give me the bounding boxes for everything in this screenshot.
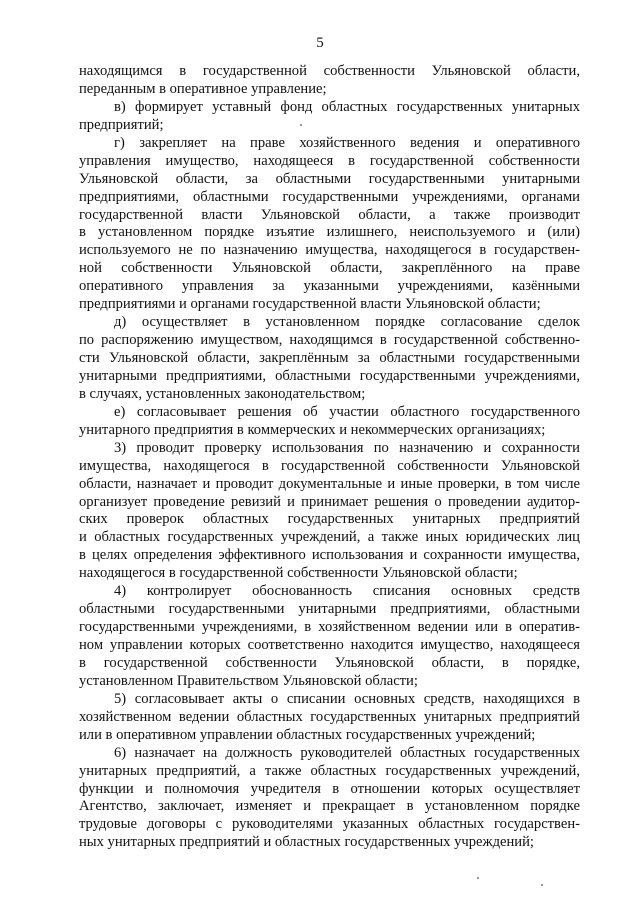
text-line: функции и полномочия учредителя в отношении которых осуществляет [79, 780, 580, 797]
text-line: оперативного управления за указанными учреждениями, казёнными [79, 278, 580, 295]
text-line: унитарного предприятия в коммерческих и некоммерческих организациях; [79, 421, 546, 438]
text-line: унитарных предприятий, а также областных государственных учреждений, [79, 762, 580, 779]
text-line: в целях определения эффективного использования и сохранности имущества, [79, 547, 580, 564]
text-line: ном управлении которых соответственно находится имущество, находящееся [79, 637, 580, 653]
text-line: по распоряжению имуществом, находящимся в государственной собственно- [79, 332, 580, 349]
text-line: 6) назначает на должность руководителей областных государственных [114, 744, 580, 761]
text-line: находящимся в государственной собственности Ульяновской области, [79, 63, 580, 79]
text-line: е) согласовывает решения об участии областного государственного [114, 403, 580, 420]
text-line: хозяйственном ведении областных государственных унитарных предприятий [79, 708, 580, 725]
text-line: областными государственными унитарными предприятиями, областными [79, 601, 580, 618]
text-line: и областных государственных учреждений, а также иных юридических лиц [79, 529, 580, 546]
scan-speck [477, 877, 479, 879]
text-line: имущества, находящегося в государственной собственности Ульяновской [79, 457, 580, 474]
text-line: ных унитарных предприятий и областных государственных учреждений; [79, 834, 534, 851]
text-line: переданным в оперативное управление; [79, 80, 327, 97]
text-line: в случаях, установленных законодательством; [79, 385, 366, 402]
text-line: г) закрепляет на праве хозяйственного ведения и оперативного [114, 134, 580, 151]
text-line: или в оперативном управлении областных государственных учреждений; [79, 726, 536, 743]
text-line: управления имущество, находящееся в государственной собственности [79, 152, 580, 169]
text-line: ских проверок областных государственных унитарных предприятий [79, 511, 580, 528]
text-line: организует проведение ревизий и принимает решения о проведении аудитор- [79, 493, 580, 510]
page-number: 5 [316, 35, 324, 51]
text-line: предприятиями и органами государственной власти Ульяновской области; [79, 296, 541, 313]
text-line: в) формирует уставный фонд областных государственных унитарных [114, 98, 580, 115]
scan-speck [300, 124, 302, 126]
text-line: трудовые договоры с руководителями указанных областных государствен- [79, 816, 580, 833]
text-line: сти Ульяновской области, закреплённым за областными государственными [79, 350, 580, 366]
text-line: предприятиями, областными государственными учреждениями, органами [79, 188, 580, 205]
text-line: унитарными предприятиями, областными государственными учреждениями, [79, 367, 580, 384]
text-line: государственной власти Ульяновской области, а также производит [79, 206, 580, 223]
text-line: в государственной собственности Ульяновской области, в порядке, [79, 654, 580, 671]
text-line: государственными учреждениями, в хозяйственном ведении или в оператив- [79, 619, 580, 636]
text-line: предприятий; [79, 116, 164, 133]
body-text [79, 63, 580, 852]
text-line: Агентство, заключает, изменяет и прекращает в установленном порядке [79, 798, 580, 815]
scan-speck [541, 884, 543, 886]
text-line: 5) согласовывает акты о списании основных средств, находящихся в [114, 690, 580, 707]
text-line: д) осуществляет в установленном порядке согласование сделок [114, 314, 580, 331]
text-line: используемого не по назначению имущества, находящегося в государствен- [79, 242, 580, 259]
text-line: Ульяновской области, за областными государственными унитарными [79, 170, 580, 187]
text-line: в установленном порядке изъятие излишнего, неиспользуемого и (или) [79, 224, 580, 241]
text-line: области, назначает и проводит документальные и иные проверки, в том числе [79, 475, 580, 492]
text-line: 4) контролирует обоснованность списания основных средств [114, 583, 580, 600]
text-line: установленном Правительством Ульяновской области; [79, 672, 418, 689]
text-line: находящегося в государственной собственности Ульяновской области; [79, 565, 518, 582]
text-line: 3) проводит проверку использования по назначению и сохранности [114, 439, 580, 456]
text-line: ной собственности Ульяновской области, закреплённого на праве [79, 260, 580, 277]
